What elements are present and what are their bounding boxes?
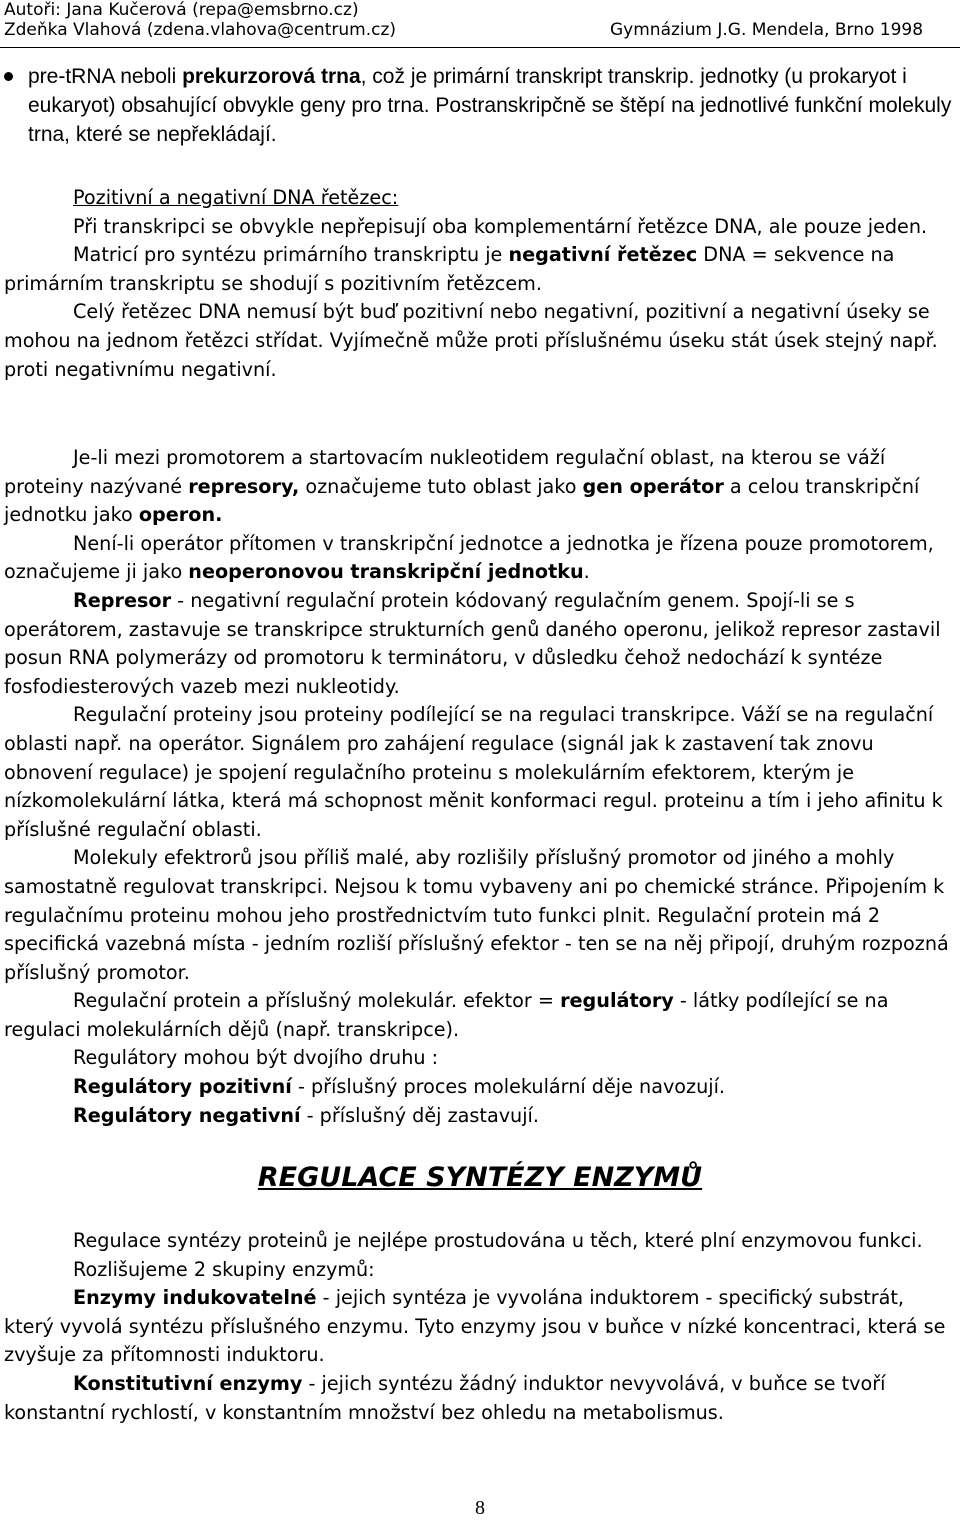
header-rule (0, 47, 960, 48)
operon-section (4, 444, 956, 1130)
regulators-paragraph: Regulační protein a příslušný molekulár. efektor = regulátory - látky podílející se na regulaci molekulárních dějů (např. transkripce). (4, 989, 889, 1041)
coauthor-line: Zdeňka Vlahová (zdena.vlahova@centrum.cz) (4, 20, 396, 40)
bullet-dot-icon (4, 72, 13, 81)
regulators-positive: Regulátory pozitivní - příslušný proces molekulární děje navozují. (73, 1075, 726, 1099)
enzymes-paragraph-1: Regulace syntézy proteinů je nejlépe prostudována u těch, které plní enzymovou funkci. (73, 1229, 923, 1252)
enzymes-inducible: Enzymy indukovatelné - jejich syntéza je vyvolána induktorem - specifický substrát, který vyvolá syntézu příslušného enzymu. Tyto enzymy jsou v buňce v nízké koncentraci, která se zvyšuje za přítomnosti induktoru. (4, 1286, 946, 1367)
enzymes-constitutive: Konstitutivní enzymy - jejich syntézu žádný induktor nevyvolává, v buňce se tvoří konstantní rychlostí, v konstantním množství bez ohledu na metabolismus. (4, 1371, 886, 1424)
strands-section (4, 184, 956, 384)
operon-paragraph-1: Je-li mezi promotorem a startovacím nukleotidem regulační oblast, na kterou se váží proteiny nazývané represory, označujeme tuto oblast jako gen operátor a celou transkripční jednotku jako operon. (4, 446, 920, 527)
strands-title: Pozitivní a negativní DNA řetězec: (73, 186, 399, 209)
bullet-text: pre-tRNA neboli prekurzorová trna, což je primární transkript transkrip. jednotky (u prokaryot i eukaryot) obsahující obvykle geny pro trna. Postranskripčně se štěpí na jednotlivé funkční molekuly trna, které se nepřekládají. (28, 65, 952, 146)
page-number: 8 (475, 1497, 485, 1519)
enzymes-section (4, 1227, 956, 1427)
author-line: Autoři: Jana Kučerová (repa@emsbrno.cz) (4, 0, 359, 20)
regulators-kinds: Regulátory mohou být dvojího druhu : (73, 1046, 439, 1070)
strands-paragraph-1: Při transkripci se obvykle nepřepisují oba komplementární řetězce DNA, ale pouze jeden. (73, 214, 928, 238)
school-line: Gymnázium J.G. Mendela, Brno 1998 (610, 20, 924, 40)
section-heading: REGULACE SYNTÉZY ENZYMŮ (257, 1162, 703, 1193)
regulators-negative: Regulátory negativní - příslušný děj zastavují. (73, 1103, 539, 1127)
represor-paragraph: Represor - negativní regulační protein kódovaný regulačním genem. Spojí-li se s operátorem, zastavuje se transkripce strukturních genů daného operonu, jelikož represor zastavil posun RNA polymerázy od promotoru k terminátoru, v důsledku čehož nedochází k syntéze fosfodiesterových vazeb mezi nukleotidy. (4, 588, 941, 698)
strands-paragraph-3: Celý řetězec DNA nemusí být buď pozitivní nebo negativní, pozitivní a negativní úseky se mohou na jednom řetězci střídat. Vyjímečně může proti příslušnému úseku stát úsek stejný např. proti negativnímu negativní. (4, 300, 938, 381)
enzymes-paragraph-2: Rozlišujeme 2 skupiny enzymů: (73, 1257, 375, 1281)
operon-paragraph-2: Není-li operátor přítomen v transkripční jednotce a jednotka je řízena pouze promotorem, označujeme ji jako neoperonovou transkripční jednotku. (4, 531, 934, 584)
bullet-item (0, 62, 960, 149)
effectors-paragraph: Molekuly efektrorů jsou příliš malé, aby rozlišily příslušný promotor od jiného a mohly samostatně regulovat transkripci. Nejsou k tomu vybaveny ani po chemické stránce. Připojením k regulačnímu proteinu mohou jeho prostřednictvím tuto funkci plnit. Regulační protein má 2 specifická vazebná místa - jedním rozliší příslušný efektor - ten se na něj připojí, druhým rozpozná příslušný promotor. (4, 846, 949, 984)
regulatory-proteins-paragraph: Regulační proteiny jsou proteiny podílející se na regulaci transkripce. Váží se na regulační oblasti např. na operátor. Signálem pro zahájení regulace (signál jak k zastavení tak znovu obnovení regulace) je spojení regulačního proteinu s molekulárním efektorem, kterým je nízkomolekulární látka, která má schopnost měnit konformaci regul. proteinu a tím i jeho afinitu k příslušné regulační oblasti. (4, 703, 943, 841)
strands-paragraph-2: Matricí pro syntézu primárního transkriptu je negativní řetězec DNA = sekvence na primárním transkriptu se shodují s pozitivním řetězcem. (4, 243, 895, 295)
